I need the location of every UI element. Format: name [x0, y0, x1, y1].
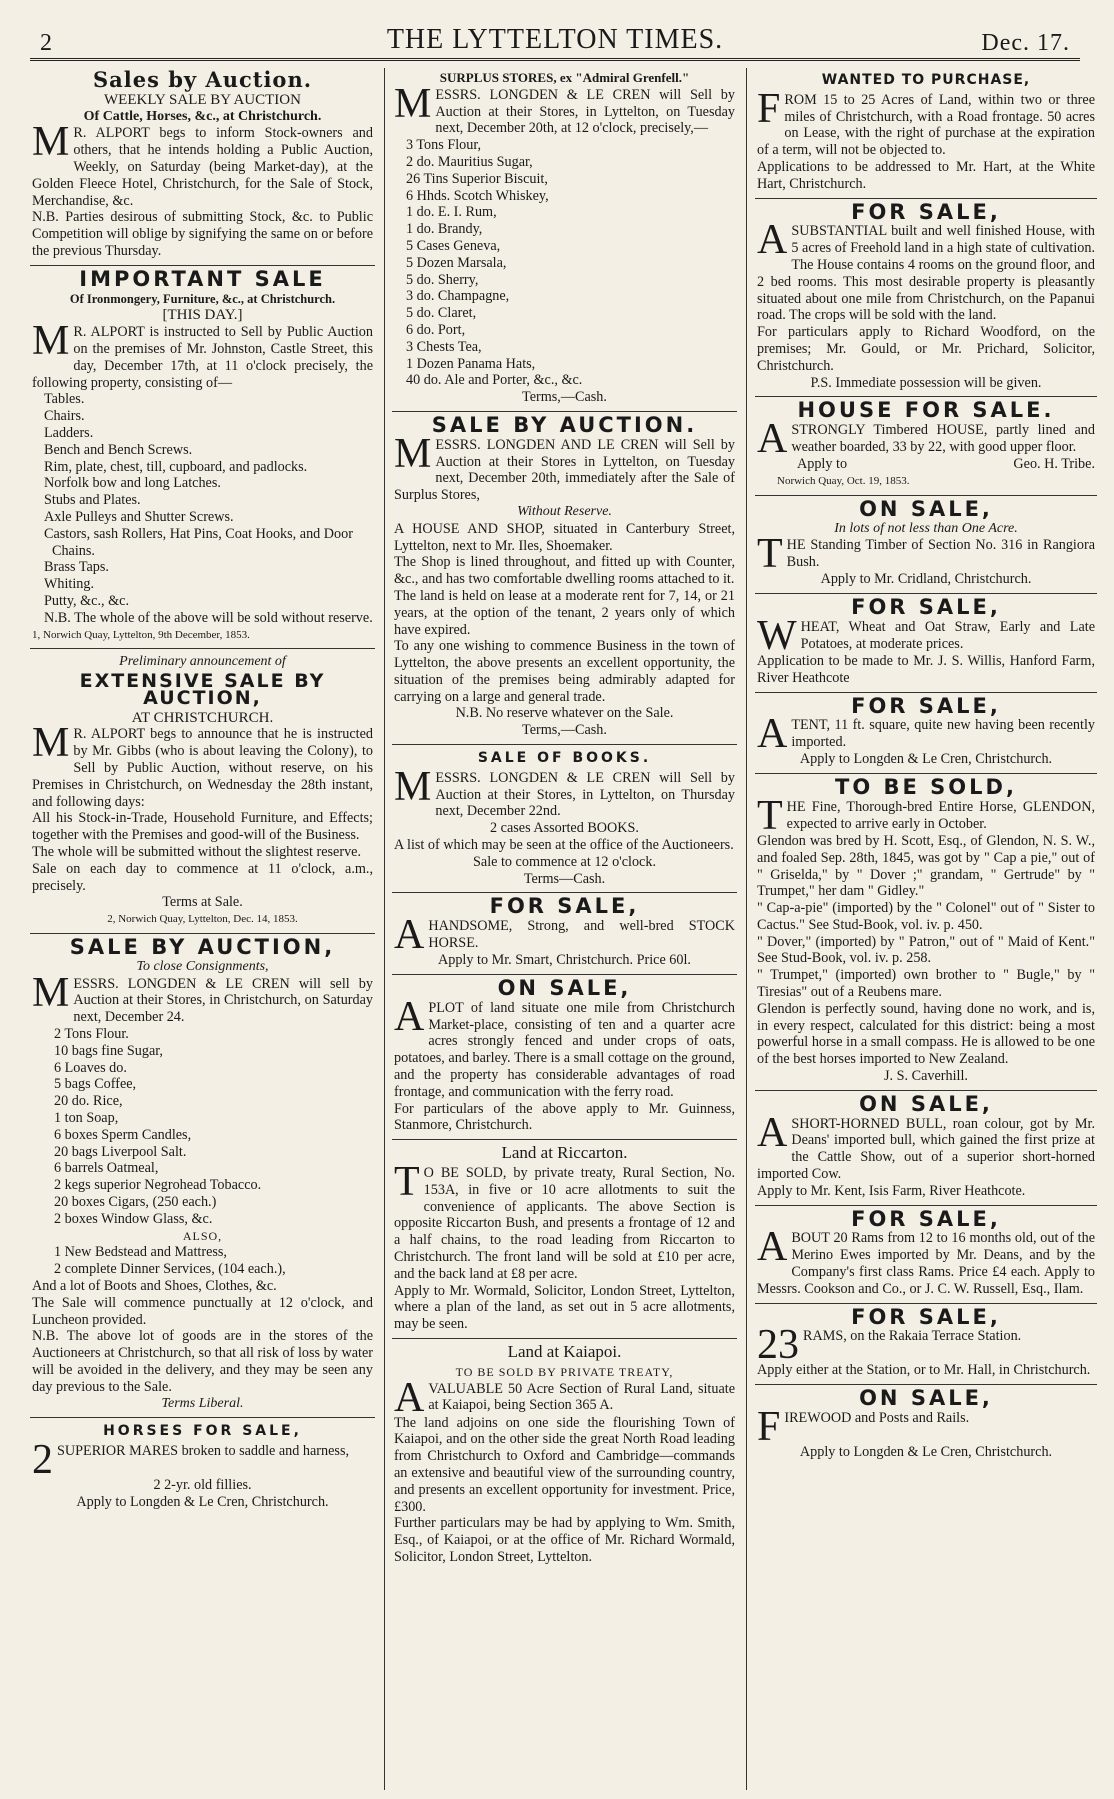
ad-body: HEAT, Wheat and Oat Straw, Early and Late Potatoes, at moderate prices.	[800, 618, 1095, 652]
list-item: 6 barrels Oatmeal,	[54, 1160, 159, 1177]
drop-cap: A	[757, 1224, 788, 1271]
ad-tag: [THIS DAY.]	[162, 307, 243, 324]
ad-body: RAMS, on the Rakaia Terrace Station.	[803, 1328, 1022, 1345]
list-item: Putty, &c., &c.	[44, 592, 129, 609]
ad-extensive-sale	[30, 654, 375, 934]
ad-important-sale	[30, 266, 375, 650]
column-2	[392, 70, 737, 1790]
ad-paragraph: Glendon is perfectly sound, having done no work, and is, in every respect, calculated for this district: being a most powerful horse in a small compass. He is allowed to be one of the best horses imported to New Zealand.	[757, 1000, 1095, 1068]
ad-substantial-house	[755, 199, 1097, 398]
ad-heading: SALE OF BOOKS.	[477, 750, 652, 767]
ad-paragraph: " Trumpet," (imported) own brother to " Bugle," by " Tiresias" out of a Reubens mare.	[757, 967, 1095, 1001]
ad-heading: SALE BY AUCTION.	[431, 412, 698, 437]
ad-paragraph: And a lot of Boots and Shoes, Clothes, &c.	[32, 1277, 277, 1294]
ad-heading: HOUSE FOR SALE.	[797, 398, 1055, 423]
ad-reserve: Without Reserve.	[517, 503, 612, 519]
ad-terms: Terms,—Cash.	[522, 722, 607, 739]
ad-paragraph: Apply either at the Station, or to Mr. Hall, in Christchurch.	[757, 1362, 1091, 1379]
ad-stock-horse	[392, 894, 737, 975]
list-item: Axle Pulleys and Shutter Screws.	[44, 508, 234, 525]
drop-cap: 2	[32, 1437, 53, 1484]
ad-heading: WANTED TO PURCHASE,	[821, 72, 1031, 88]
ad-body: R. ALPORT begs to announce that he is instructed by Mr. Gibbs (who is about leaving the Colony), to Sell by Public Auction, without reserve, on his Premises in Christchurch, on Wednesday the 28th instant, and following days:	[32, 726, 373, 810]
ad-terms: Terms,—Cash.	[522, 389, 607, 406]
ad-note: N.B. Parties desirous of submitting Stock, &c. to Public Competition will oblige by signifying the same on or before the previous Thursday.	[32, 209, 373, 259]
list-item: 2 boxes Window Glass, &c.	[54, 1210, 213, 1227]
ad-also: ALSO,	[182, 1228, 223, 1243]
ad-heading: HORSES FOR SALE,	[103, 1423, 302, 1440]
list-item: 1 New Bedstead and Mattress,	[54, 1244, 227, 1261]
drop-cap: M	[394, 763, 432, 810]
ad-heading: FOR SALE,	[851, 1304, 1001, 1329]
page-number: 2	[40, 30, 52, 56]
ad-body: HE Standing Timber of Section No. 316 in Rangiora Bush.	[786, 537, 1095, 571]
ad-heading: Land at Kaiapoi.	[507, 1341, 622, 1361]
list-item: 3 Chests Tea,	[406, 338, 482, 355]
ad-heading: EXTENSIVE SALE BY AUCTION,	[79, 670, 326, 709]
list-item: 1 do. E. I. Rum,	[406, 204, 497, 221]
list-item: Ladders.	[44, 424, 94, 441]
ad-heading: ON SALE,	[859, 1386, 993, 1411]
ad-footer: 2, Norwich Quay, Lyttelton, Dec. 14, 1853.	[107, 913, 298, 926]
list-item: N.B. The whole of the above will be sold without reserve.	[44, 609, 373, 626]
masthead	[30, 18, 1080, 61]
ad-house-for-sale	[755, 398, 1097, 495]
drop-cap: A	[757, 711, 788, 758]
item-list	[32, 1026, 373, 1228]
list-item: 2 kegs superior Negrohead Tobacco.	[54, 1177, 262, 1194]
column-3	[755, 70, 1097, 1790]
ad-paragraph: Further particulars may be had by applying to Wm. Smith, Esq., of Kaiapoi, or at the office of Mr. Richard Wormald, Solicitor, London Street, Lyttelton.	[394, 1515, 735, 1565]
ad-paragraph: The Sale will commence punctually at 12 o'clock, and Luncheon provided.	[32, 1294, 373, 1328]
ad-subheading: To close Consignments,	[136, 958, 269, 974]
ad-body: ESSRS. LONGDEN & LE CREN will Sell by Auction at their Stores, in Lyttelton, on Tuesday next, December 20th, at 12 o'clock, precisely,—	[435, 86, 735, 137]
drop-cap: 23	[757, 1322, 799, 1369]
ad-wanted-to-purchase	[755, 72, 1097, 199]
ad-signature: Geo. H. Tribe.	[1013, 456, 1095, 473]
list-item: 10 bags fine Sugar,	[54, 1042, 163, 1059]
drop-cap: T	[394, 1159, 420, 1206]
list-item: 3 do. Champagne,	[406, 288, 510, 305]
ad-body: PLOT of land situate one mile from Christchurch Market-place, consisting of ten and a quarter acre acres strongly fenced and under crops of oats, potatoes, and barley. There is a small cottage on the ground, and the property has considerable advantages of road frontage, and communication with the ferry road.	[394, 999, 735, 1100]
ad-heading: Land at Riccarton.	[501, 1143, 628, 1163]
ad-apply: Apply to Longden & Le Cren, Christchurch.	[799, 1444, 1053, 1461]
ad-footer: Norwich Quay, Oct. 19, 1853.	[777, 474, 910, 487]
ad-body: ROM 15 to 25 Acres of Land, within two or three miles of Christchurch, with a Road frontage. 50 acres on Lease, with the right of purchase at the expiration of a term, will not be objected to.	[757, 91, 1095, 159]
ad-heading: ON SALE,	[497, 976, 632, 1001]
ad-apply: Apply to Longden & Le Cren, Christchurch.	[799, 751, 1053, 768]
ad-heading: FOR SALE,	[851, 199, 1001, 224]
ad-body: SUPERIOR MARES broken to saddle and harness,	[57, 1443, 350, 1460]
list-item: 6 boxes Sperm Candles,	[54, 1126, 192, 1143]
list-item: 1 do. Brandy,	[406, 221, 483, 238]
apply-row	[757, 456, 1095, 473]
list-item: 1 Dozen Panama Hats,	[406, 355, 536, 372]
drop-cap: A	[757, 416, 788, 463]
ad-subheading: In lots of not less than One Acre.	[834, 520, 1018, 536]
column-rule	[384, 68, 385, 1790]
drop-cap: M	[32, 969, 70, 1016]
ad-paragraph: The land is held on lease at a moderate rent for 7, 14, or 21 years, at the option of the tenant, 2 years only of which have expired.	[394, 587, 735, 638]
drop-cap: W	[757, 612, 797, 659]
ad-paragraph: Glendon was bred by H. Scott, Esq., of Glendon, N. S. W., and foaled Sep. 28th, 1845, was got by " Cap a pie," out of " Griselda," by " Dover ;" grandam, " Gertrude" by " Trumpet," her dam " Gidley."	[757, 832, 1095, 900]
ad-heading: FOR SALE,	[851, 693, 1001, 718]
list-item: 2 Tons Flour.	[54, 1026, 129, 1043]
list-item: 5 bags Coffee,	[54, 1076, 137, 1093]
list-item: 6 Loaves do.	[54, 1059, 127, 1076]
ad-standing-timber	[755, 496, 1097, 594]
ad-firewood	[755, 1386, 1097, 1466]
list-item: 26 Tins Superior Biscuit,	[406, 170, 548, 187]
section-heading: Sales by Auction.	[92, 70, 313, 92]
ad-heading: ON SALE,	[859, 1091, 993, 1116]
ad-rams	[755, 1206, 1097, 1304]
list-item: 20 do. Rice,	[54, 1093, 123, 1110]
ad-subheading: Of Ironmongery, Furniture, &c., at Christchurch.	[69, 291, 336, 306]
ad-postscript: P.S. Immediate possession will be given.	[810, 374, 1042, 391]
list-item: Tables.	[44, 391, 85, 408]
ad-heading: TO BE SOLD,	[835, 775, 1017, 800]
ad-footer: 1, Norwich Quay, Lyttelton, 9th December, 1853.	[32, 628, 250, 641]
ad-paragraph: " Cap-a-pie" (imported) by the " Colonel" out of " Sister to Cactus." See Stud-Book, vol. iv. p. 450.	[757, 900, 1095, 933]
ad-apply: Apply to Mr. Cridland, Christchurch.	[820, 571, 1032, 588]
ad-body: STRONGLY Timbered HOUSE, partly lined and weather boarded, 33 by 22, with good upper floor.	[791, 422, 1095, 455]
ad-heading: SURPLUS STORES, ex "Admiral Grenfell."	[439, 70, 690, 85]
ad-body: O BE SOLD, by private treaty, Rural Section, No. 153A, in five or 10 acre allotments to suit the convenience of applicants. The above Section is opposite Riccarton Bush, and presents a frontage of 12 and a half chains, to the road leading from Riccarton to Christchurch. The front land will be sold at £10 per acre, and the back land at £8 per acre.	[394, 1165, 735, 1282]
ad-note: N.B. No reserve whatever on the Sale.	[455, 705, 674, 722]
ad-body: HE Fine, Thorough-bred Entire Horse, GLENDON, expected to arrive early in October.	[786, 798, 1095, 832]
ad-paragraph: Apply to Mr. Kent, Isis Farm, River Heathcote.	[757, 1182, 1026, 1199]
drop-cap: T	[757, 531, 783, 578]
item-list	[32, 1244, 373, 1278]
list-item: 5 Dozen Marsala,	[406, 254, 507, 271]
ad-weekly-sale	[30, 72, 375, 266]
ad-body: ESSRS. LONGDEN & LE CREN will sell by Auction at their Stores, in Christchurch, on Saturday next, December 24.	[73, 975, 373, 1026]
ad-rakaia-rams	[755, 1304, 1097, 1386]
ad-horses-for-sale	[30, 1423, 375, 1515]
column-1	[30, 70, 375, 1790]
item-list	[394, 137, 735, 389]
ad-wheat	[755, 595, 1097, 692]
ad-note: N.B. The above lot of goods are in the stores of the Auctioneers at Christchurch, so that all risk of loss by water will be avoided in the delivery, and they may be seen any day previous to the Sale.	[32, 1328, 373, 1395]
ad-sale-consignments	[30, 935, 375, 1418]
list-item: 20 bags Liverpool Salt.	[54, 1143, 187, 1160]
ad-paragraph: Applications to be addressed to Mr. Hart, at the White Hart, Christchurch.	[757, 158, 1095, 192]
issue-date: Dec. 17.	[981, 30, 1070, 56]
ad-body: TENT, 11 ft. square, quite new having been recently imported.	[791, 717, 1095, 751]
list-item: 6 Hhds. Scotch Whiskey,	[406, 187, 549, 204]
list-item: Brass Taps.	[44, 559, 109, 576]
drop-cap: M	[32, 318, 70, 365]
list-item: 2 complete Dinner Services, (104 each.),	[54, 1261, 286, 1278]
ad-sale-by-auction	[392, 412, 737, 745]
newspaper-title: THE LYTTELTON TIMES.	[386, 24, 724, 55]
list-item: Rim, plate, chest, till, cupboard, and padlocks.	[44, 458, 308, 475]
list-item: 20 boxes Cigars, (250 each.)	[54, 1194, 217, 1210]
drop-cap: F	[757, 1404, 781, 1451]
ad-body: IREWOOD and Posts and Rails.	[784, 1410, 970, 1427]
ad-body: R. ALPORT begs to inform Stock-owners and others, that he intends holding a Public Auction, Weekly, on Saturday (being Market-day), at the Golden Fleece Hotel, Christchurch, for the Sale of Stock, Merchandise, &c.	[32, 125, 373, 209]
ad-apply: Apply to Mr. Smart, Christchurch. Price 60l.	[438, 952, 691, 969]
ad-paragraph: " Dover," (imported) by " Patron," out of " Maid of Kent." See Stud-Book, vol. iv. p. 258.	[757, 933, 1095, 967]
ad-body: ESSRS. LONGDEN AND LE CREN will Sell by Auction at their Stores in Lyttelton, on Tuesday next, December 20th, immediately after the Sale of Surplus Stores,	[394, 436, 735, 504]
list-item: Whiting.	[44, 576, 95, 593]
ad-paragraph: The land adjoins on one side the flourishing Town of Kaiapoi, and on the other side the great North Road leading from Christchurch to Oxford and Cambridge—commands an extensive and beautiful view of the surrounding country, and presents an excellent opportunity for investment. Price, £300.	[394, 1414, 735, 1515]
ad-paragraph: The whole will be submitted without the slightest reserve.	[32, 844, 362, 861]
ad-apply: Apply to	[797, 456, 848, 473]
ad-sale-of-books	[392, 750, 737, 893]
ad-paragraph: Sale to commence at 12 o'clock.	[473, 853, 656, 870]
ad-body: R. ALPORT is instructed to Sell by Public Auction on the premises of Mr. Johnston, Castle Street, this day, December 17th, at 11 o'clock precisely, the following property, consisting of—	[32, 324, 373, 391]
ad-paragraph: All his Stock-in-Trade, Household Furniture, and Effects; together with the Premises and good-will of the Business.	[32, 810, 373, 844]
ad-paragraph: To any one wishing to commence Business in the town of Lyttelton, the above presents an excellent opportunity, the situation of the premises being admirably adapted for carrying on a large and general trade.	[394, 638, 735, 705]
list-item: 2 do. Mauritius Sugar,	[406, 153, 533, 170]
ad-terms: Terms—Cash.	[523, 870, 606, 887]
drop-cap: A	[394, 993, 425, 1040]
ad-preamble: Preliminary announcement of	[119, 654, 286, 670]
list-item: 1 ton Soap,	[54, 1110, 119, 1127]
list-item: 40 do. Ale and Porter, &c., &c.	[406, 372, 583, 389]
list-item: 5 Cases Geneva,	[406, 237, 501, 254]
drop-cap: A	[757, 217, 788, 264]
drop-cap: A	[757, 1109, 788, 1156]
ad-paragraph: A list of which may be seen at the office of the Auctioneers.	[394, 837, 734, 854]
drop-cap: A	[394, 1374, 425, 1421]
ad-heading: ON SALE,	[859, 496, 993, 521]
column-rule	[746, 68, 747, 1790]
ad-paragraph: Sale on each day to commence at 11 o'clock, a.m., precisely.	[32, 860, 373, 894]
ad-signature: J. S. Caverhill.	[884, 1068, 968, 1085]
ad-body: HANDSOME, Strong, and well-bred STOCK HORSE.	[428, 918, 735, 952]
ad-terms: Terms Liberal.	[161, 1395, 244, 1411]
ad-heading: FOR SALE,	[489, 894, 640, 919]
ad-tent	[755, 693, 1097, 775]
ad-body: SUBSTANTIAL built and well finished House, with 5 acres of Freehold land in a high state of cultivation. The House contains 4 rooms on the ground floor, and 2 bed rooms. This most desirable property is pleasantly situated about one mile from Christchurch, on the Papanui road. The crops will be sold with the land.	[757, 223, 1095, 324]
ad-paragraph: For particulars of the above apply to Mr. Guinness, Stanmore, Christchurch.	[394, 1100, 735, 1134]
drop-cap: M	[394, 430, 432, 477]
ad-subheading: WEEKLY SALE BY AUCTION	[104, 91, 301, 108]
ad-surplus-stores	[392, 70, 737, 412]
ad-plot-of-land	[392, 976, 737, 1140]
ad-paragraph: Apply to Mr. Wormald, Solicitor, London Street, Lyttelton, where a plan of the land, as set out in 5 acre allotments, may be seen.	[394, 1282, 735, 1333]
ad-paragraph: The Shop is lined throughout, and fitted up with Counter, &c., and has two comfortable dwelling rooms attached to it.	[394, 554, 735, 588]
drop-cap: F	[757, 85, 781, 132]
ad-subheading: AT CHRISTCHURCH.	[131, 709, 274, 726]
item-list	[32, 391, 373, 626]
list-item: Norfolk bow and long Latches.	[44, 475, 221, 492]
ad-body: BOUT 20 Rams from 12 to 16 months old, out of the Merino Ewes imported by Mr. Deans, and by the Company's first class Rams. Price £4 each. Apply to Messrs. Cookson and Co., or J. C. W. Russell, Esq., Ilam.	[757, 1230, 1095, 1297]
list-item: Stubs and Plates.	[44, 492, 141, 509]
ad-body: VALUABLE 50 Acre Section of Rural Land, situate at Kaiapoi, being Section 365 A.	[428, 1380, 735, 1414]
ad-line: 2 2-yr. old fillies.	[153, 1477, 252, 1494]
ad-heading: SALE BY AUCTION,	[69, 935, 336, 960]
list-item: 5 do. Claret,	[406, 305, 477, 322]
drop-cap: M	[32, 720, 70, 767]
drop-cap: M	[394, 80, 432, 127]
ad-heading: FOR SALE,	[851, 595, 1001, 620]
ad-heading: IMPORTANT SALE	[79, 266, 326, 291]
ad-heading: FOR SALE,	[851, 1206, 1001, 1231]
ad-subheading: Of Cattle, Horses, &c., at Christchurch.	[83, 108, 322, 124]
ad-body: SHORT-HORNED BULL, roan colour, got by Mr. Deans' imported bull, which gained the first prize at the Cattle Show, out of a superior short-horned imported Cow.	[757, 1115, 1095, 1183]
drop-cap: M	[32, 119, 70, 166]
ad-horse-glendon	[755, 775, 1097, 1091]
drop-cap: A	[394, 912, 425, 959]
ad-subheading: TO BE SOLD BY PRIVATE TREATY,	[455, 1364, 674, 1379]
list-item: Castors, sash Rollers, Hat Pins, Coat Hooks, and Door Chains.	[44, 525, 353, 559]
list-item: Bench and Bench Screws.	[44, 441, 193, 458]
list-item: Chairs.	[44, 408, 85, 425]
ad-paragraph: A HOUSE AND SHOP, situated in Canterbury Street, Lyttelton, next to Mr. Iles, Shoemaker.	[394, 520, 735, 554]
drop-cap: T	[757, 792, 783, 839]
ad-short-horned-bull	[755, 1091, 1097, 1206]
ad-apply: Apply to Longden & Le Cren, Christchurch.	[76, 1493, 329, 1510]
ad-land-kaiapoi	[392, 1341, 737, 1571]
list-item: 3 Tons Flour,	[406, 137, 482, 154]
ad-terms: Terms at Sale.	[162, 894, 243, 911]
ad-paragraph: For particulars apply to Richard Woodford, on the premises; Mr. Gould, or Mr. Prichard, Solicitor, Christchurch.	[757, 324, 1095, 374]
ad-land-riccarton	[392, 1145, 737, 1339]
list-item: 6 do. Port,	[406, 321, 466, 338]
ad-line: 2 cases Assorted BOOKS.	[490, 820, 639, 837]
list-item: 5 do. Sherry,	[406, 271, 479, 288]
ad-body: ESSRS. LONGDEN & LE CREN will Sell by Auction at their Stores, in Lyttelton, on Thursday next, December 22nd.	[435, 769, 735, 820]
ad-paragraph: Application to be made to Mr. J. S. Willis, Hanford Farm, River Heathcote	[757, 652, 1095, 686]
